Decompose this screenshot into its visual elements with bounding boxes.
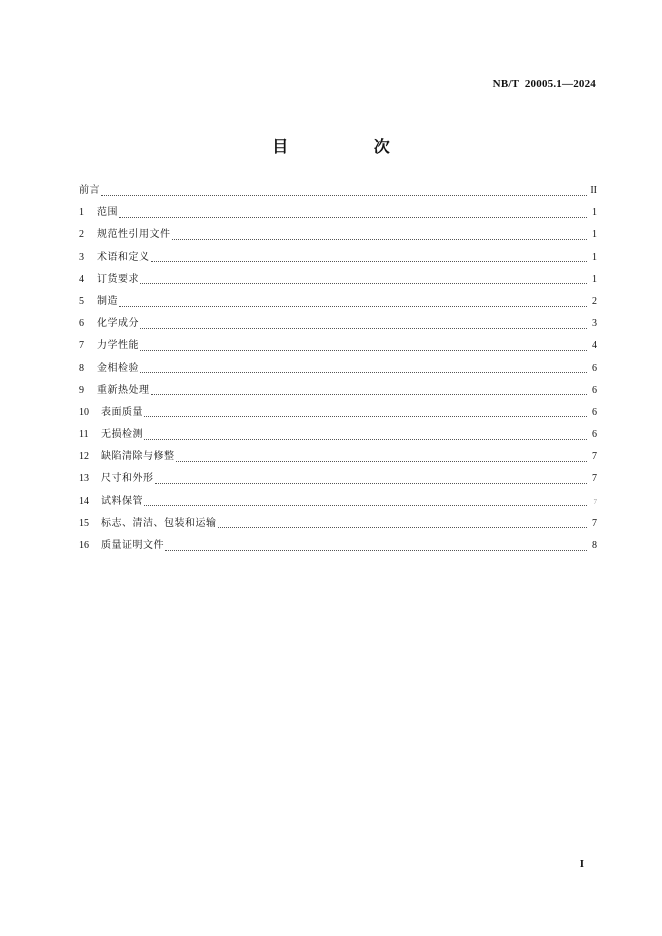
toc-entry-text: 订货要求 [97, 273, 139, 285]
dot-leader [140, 328, 587, 329]
toc-entry-number: 15 [79, 517, 89, 529]
toc-entry-page: 3 [592, 318, 597, 330]
toc-entry-number: 4 [79, 273, 84, 285]
toc-entry-number: 12 [79, 451, 89, 463]
toc-entry-page: 4 [592, 340, 597, 352]
toc-entry-number: 13 [79, 473, 89, 485]
toc-entry-number: 7 [79, 340, 84, 352]
toc-entry-number: 8 [79, 362, 84, 374]
toc-entry-text: 表面质量 [101, 406, 143, 418]
toc-entry-text: 标志、清洁、包装和运输 [101, 517, 217, 529]
toc-entry-text: 力学性能 [97, 340, 139, 352]
toc-entry-9[interactable] [79, 380, 597, 402]
dot-leader [140, 372, 587, 373]
dot-leader [140, 283, 587, 284]
toc-entry-15[interactable] [79, 513, 597, 535]
toc-entry-text: 前言 [79, 185, 100, 196]
dot-leader [151, 394, 588, 395]
toc-entry-text: 制造 [97, 295, 118, 307]
toc-entry-10[interactable] [79, 402, 597, 424]
toc-entry-page: 1 [592, 207, 597, 219]
toc-entry-page: 2 [592, 295, 597, 307]
toc-entry-number: 10 [79, 406, 89, 418]
toc-entry-page: II [590, 185, 597, 196]
dot-leader [155, 483, 588, 484]
toc-entry-page: 7 [592, 473, 597, 485]
toc-entry-13[interactable] [79, 468, 597, 490]
toc-entry-text: 化学成分 [97, 318, 139, 330]
toc-title: 目 次 [272, 137, 430, 156]
document-code: NB/T 20005.1—2024 [492, 78, 596, 90]
toc-entry-5[interactable] [79, 291, 597, 313]
toc-entry-page: 1 [592, 251, 597, 263]
dot-leader [101, 195, 587, 196]
toc-entry-text: 范围 [97, 207, 118, 219]
toc-entry-page: 6 [592, 406, 597, 418]
toc-entry-text: 术语和定义 [97, 251, 150, 263]
dot-leader [144, 505, 587, 506]
toc-entry-11[interactable] [79, 424, 597, 446]
toc-entry-number: 2 [79, 229, 84, 241]
toc-entry-text: 金相检验 [97, 362, 139, 374]
dot-leader [140, 350, 587, 351]
dot-leader [151, 261, 588, 262]
toc-entry-text: 质量证明文件 [101, 540, 164, 551]
toc-entry-text: 规范性引用文件 [97, 229, 171, 241]
table-of-contents [79, 180, 597, 557]
toc-entry-page: 6 [592, 429, 597, 441]
dot-leader [144, 416, 587, 417]
dot-leader [119, 306, 587, 307]
toc-entry-16[interactable] [79, 535, 597, 557]
toc-entry-page: 7 [592, 451, 597, 463]
toc-entry-14[interactable] [79, 491, 597, 513]
toc-entry-7[interactable] [79, 335, 597, 357]
toc-entry-text: 试料保管 [101, 495, 143, 507]
dot-leader [144, 439, 587, 440]
toc-entry-page: 7 [592, 517, 597, 529]
dot-leader [218, 527, 588, 528]
toc-entry-page: 1 [592, 229, 597, 241]
dot-leader [119, 217, 587, 218]
toc-entry-12[interactable] [79, 446, 597, 468]
toc-entry-number: 16 [79, 540, 89, 551]
toc-entry-3[interactable] [79, 247, 597, 269]
toc-entry-text: 重新热处理 [97, 384, 150, 396]
toc-entry-foreword[interactable] [79, 180, 597, 202]
toc-entry-number: 14 [79, 495, 89, 507]
toc-entry-text: 缺陷清除与修整 [101, 451, 175, 463]
toc-entry-number: 5 [79, 295, 84, 307]
toc-entry-4[interactable] [79, 269, 597, 291]
toc-entry-6[interactable] [79, 313, 597, 335]
toc-entry-8[interactable] [79, 358, 597, 380]
dot-leader [172, 239, 588, 240]
toc-entry-page: 1 [592, 273, 597, 285]
dot-leader [176, 461, 588, 462]
toc-entry-page: 6 [592, 362, 597, 374]
toc-entry-page: 6 [592, 384, 597, 396]
toc-entry-number: 11 [79, 429, 89, 441]
dot-leader [165, 550, 587, 551]
toc-entry-number: 9 [79, 384, 84, 396]
toc-entry-page: 8 [592, 540, 597, 551]
toc-entry-text: 无损检测 [101, 429, 143, 441]
toc-entry-text: 尺寸和外形 [101, 473, 154, 485]
toc-entry-number: 3 [79, 251, 84, 263]
toc-entry-number: 6 [79, 318, 84, 330]
toc-entry-1[interactable] [79, 202, 597, 224]
page-number: I [579, 858, 584, 870]
toc-entry-number: 1 [79, 207, 84, 219]
toc-entry-2[interactable] [79, 224, 597, 246]
toc-entry-page: 7 [593, 497, 597, 506]
